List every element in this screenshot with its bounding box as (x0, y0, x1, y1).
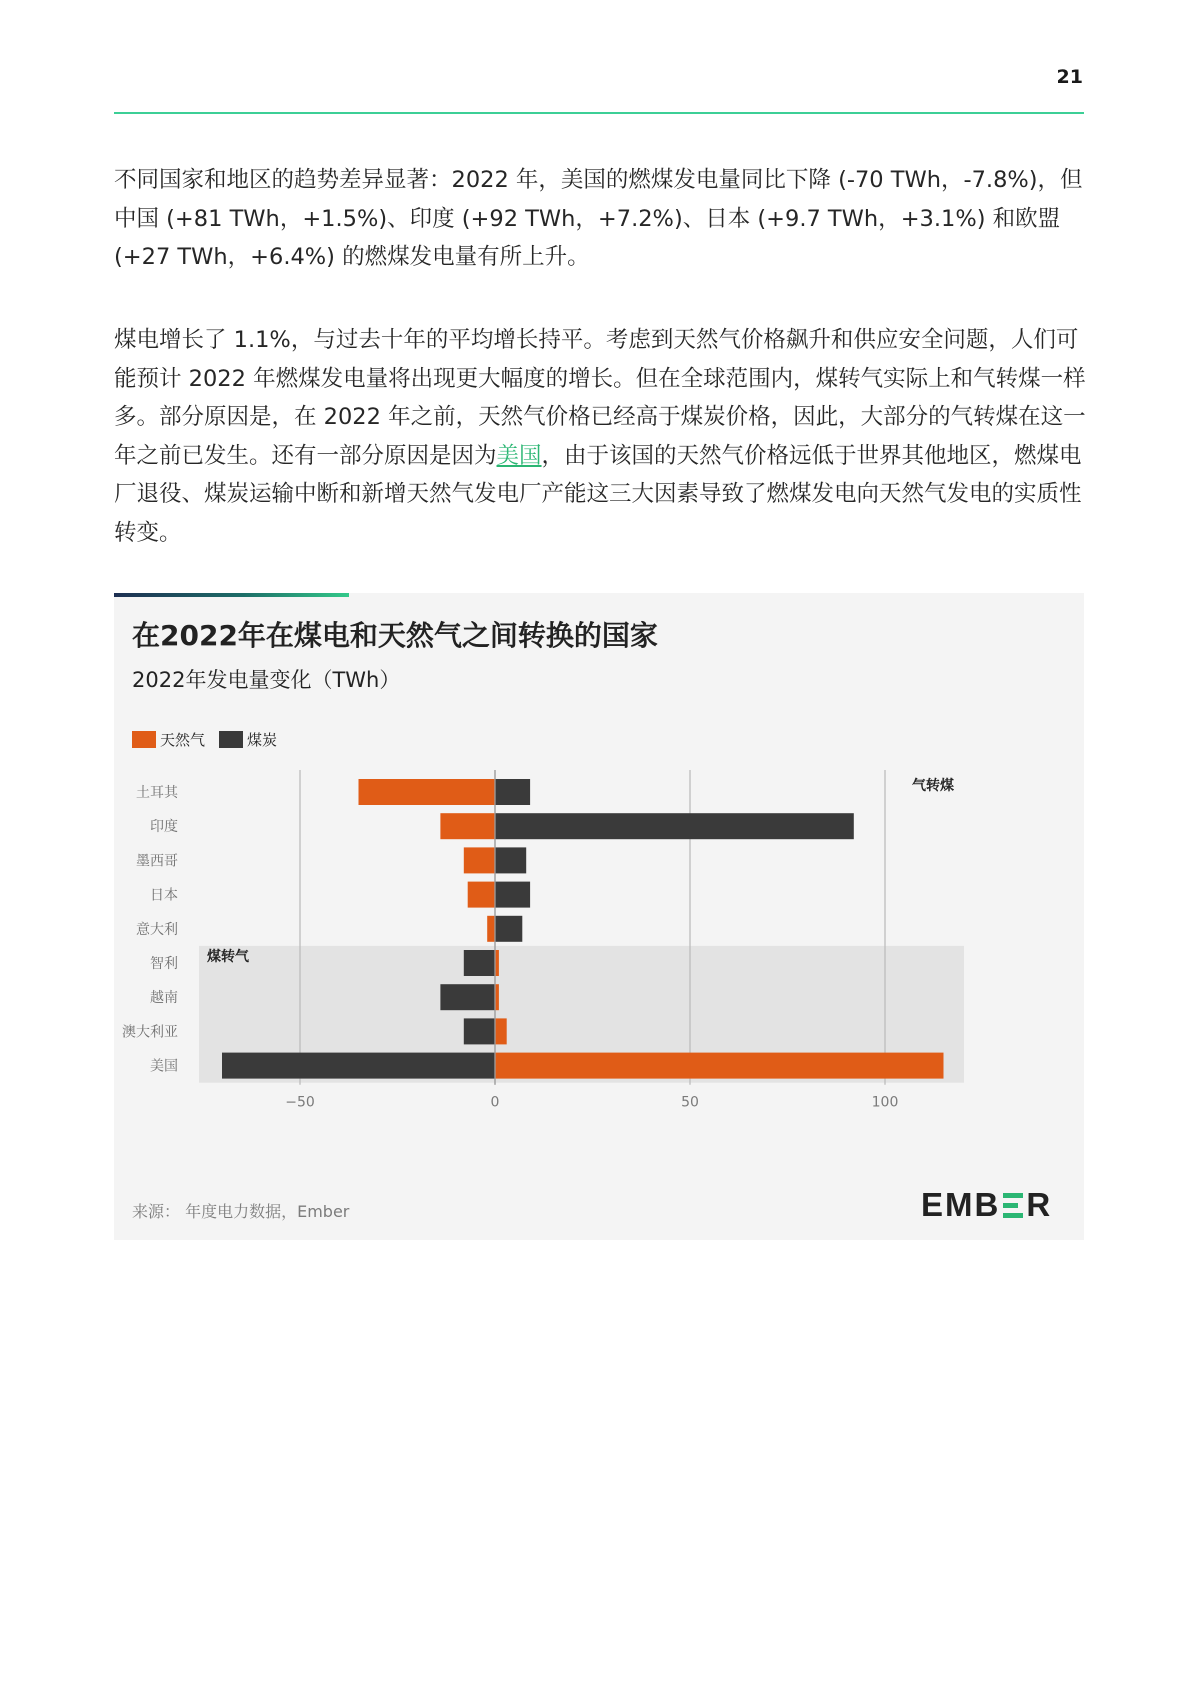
paragraph-2-text-after: ，由于该国的天然气价格远低于世界其他地区，燃煤电厂退役、煤炭运输中断和新增天然气发电厂产能这三大因素导致了燃煤发电向天然气发电的实质性转变。 (114, 442, 1082, 546)
bar-coal (495, 813, 854, 839)
category-label: 意大利 (136, 921, 178, 938)
bar-coal (464, 1018, 495, 1044)
chart-accent-bar (114, 593, 349, 597)
usa-link[interactable]: 美国 (496, 442, 542, 469)
category-label: 澳大利亚 (122, 1024, 178, 1041)
bar-gas (440, 813, 495, 839)
x-tick-label: −50 (285, 1094, 315, 1111)
chart-title: 在2022年在煤电和天然气之间转换的国家 (132, 619, 658, 652)
category-label: 墨西哥 (136, 853, 178, 870)
x-tick-label: 100 (871, 1094, 899, 1111)
bar-gas (495, 1053, 944, 1079)
bar-coal (495, 882, 530, 908)
bar-coal (222, 1053, 495, 1079)
category-label: 智利 (150, 956, 178, 972)
legend-swatch-coal (219, 731, 243, 748)
category-label: 越南 (150, 990, 178, 1007)
category-label: 美国 (150, 1058, 178, 1075)
ember-logo-e-icon (1003, 1193, 1023, 1218)
chart-subtitle: 2022年发电量变化（TWh） (132, 668, 401, 692)
annotation-coal-to-gas: 煤转气 (207, 949, 249, 965)
paragraph-2-text-before: 煤电增长了 1.1%，与过去十年的平均增长持平。考虑到天然气价格飙升和供应安全问题，人们可能预计 2022 年燃煤发电量将出现更大幅度的增长。但在全球范围内，煤转气实际上和气转煤一样多。部分原因是，在 2022 年之前，天然气价格已经高于煤炭价格，因此，大部分的气转煤在这一年之前已发生。还有一部分原因是因为 (114, 327, 1086, 469)
bar-coal (495, 847, 526, 873)
page-number: 21 (1056, 66, 1083, 88)
chart-legend (132, 729, 291, 750)
paragraph-2 (114, 321, 1089, 552)
bar-gas (495, 1018, 507, 1044)
bar-gas (468, 882, 495, 908)
bar-coal (495, 779, 530, 805)
ember-logo-left: EMB (921, 1186, 1001, 1223)
bar-gas (487, 916, 495, 942)
bar-gas (464, 847, 495, 873)
legend-swatch-gas (132, 731, 156, 748)
chart-source: 来源： 年度电力数据，Ember (132, 1202, 350, 1221)
annotation-gas-to-coal: 气转煤 (912, 778, 954, 794)
legend-item-gas (132, 729, 205, 750)
ember-logo-right: R (1026, 1186, 1053, 1223)
header-divider (114, 112, 1084, 114)
category-label: 印度 (150, 819, 178, 836)
legend-label-coal: 煤炭 (247, 731, 278, 749)
bar-coal (440, 984, 495, 1010)
bar-gas (359, 779, 496, 805)
legend-item-coal (219, 729, 277, 750)
bar-coal (495, 916, 522, 942)
bar-coal (464, 950, 495, 976)
legend-label-gas: 天然气 (160, 731, 206, 749)
ember-logo (921, 1186, 1052, 1224)
paragraph-1: 不同国家和地区的趋势差异显著：2022 年，美国的燃煤发电量同比下降 (-70 TWh，-7.8%)，但中国 (+81 TWh，+1.5%)、印度 (+92 TWh，+7.2%)、日本 (+9.7 TWh，+3.1%) 和欧盟 (+27 TWh，+6.4%) 的燃煤发电量有所上升。 (114, 167, 1083, 270)
chart-plot (114, 770, 1084, 1150)
category-label: 土耳其 (136, 785, 178, 801)
category-label: 日本 (150, 887, 178, 904)
x-tick-label: 50 (681, 1094, 699, 1111)
x-tick-label: 0 (490, 1094, 500, 1111)
